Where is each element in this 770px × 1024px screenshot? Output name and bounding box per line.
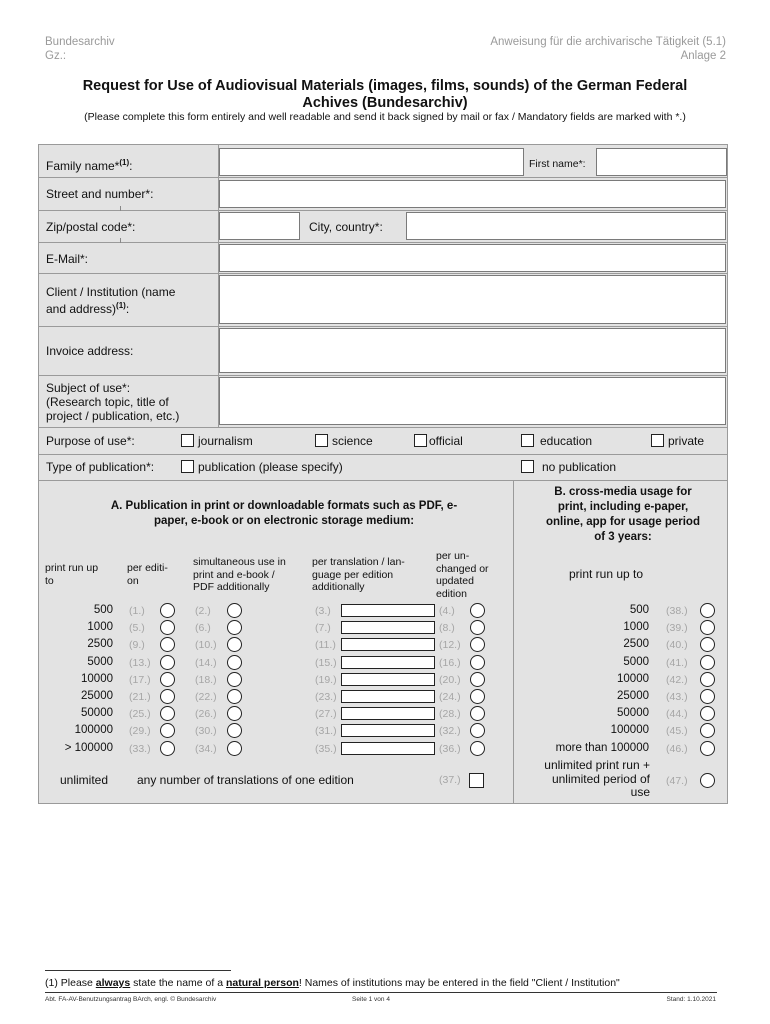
per-edition-radio[interactable] xyxy=(160,637,175,652)
simultaneous-radio[interactable] xyxy=(227,706,242,721)
option-number: (43.) xyxy=(666,691,688,703)
col-translation: per translation / lan- guage per edition additionally xyxy=(312,556,405,593)
option-number: (21.) xyxy=(129,691,151,703)
translation-input[interactable] xyxy=(341,604,435,617)
option-number: (18.) xyxy=(195,673,217,686)
col-print-run: print run up to xyxy=(45,562,99,587)
page-title: Request for Use of Audiovisual Materials (images, films, sounds) of the German Federal Achives (Bundesarchiv) xyxy=(82,78,688,111)
street-label: Street and number*: xyxy=(46,187,154,201)
simultaneous-radio[interactable] xyxy=(227,689,242,704)
header-annex: Anlage 2 xyxy=(680,50,726,62)
purpose-private-label: private xyxy=(668,434,705,448)
option-number: (46.) xyxy=(666,742,688,755)
option-number: (28.) xyxy=(439,708,461,721)
print-run-value: 50000 xyxy=(617,707,649,720)
unchanged-radio[interactable] xyxy=(470,741,485,756)
invoice-label: Invoice address: xyxy=(46,344,134,358)
translation-input[interactable] xyxy=(341,621,435,634)
option-number: (23.) xyxy=(315,691,337,703)
print-run-value: 2500 xyxy=(87,638,113,651)
option-number: (2.) xyxy=(195,605,211,617)
row-divider xyxy=(39,273,727,274)
footer-left: Abt. FA-AV-Benutzungsantrag BArch, engl. © Bundesarchiv xyxy=(45,996,217,1003)
option-number: (26.) xyxy=(195,708,217,721)
option-47-radio[interactable] xyxy=(700,773,715,788)
print-run-value: 500 xyxy=(93,604,113,616)
translation-input[interactable] xyxy=(341,724,435,737)
option-number: (11.) xyxy=(315,639,336,652)
cross-media-radio[interactable] xyxy=(700,706,715,721)
purpose-science-label: science xyxy=(332,434,373,448)
option-number: (6.) xyxy=(195,622,211,635)
option-number: (36.) xyxy=(439,742,461,755)
zip-label: Zip/postal code*: xyxy=(46,220,136,234)
purpose-label: Purpose of use*: xyxy=(46,434,135,448)
col-per-edition: per editi- on xyxy=(127,562,168,587)
translation-input[interactable] xyxy=(341,742,435,755)
print-run-value: 100000 xyxy=(74,724,113,737)
unchanged-radio[interactable] xyxy=(470,672,485,687)
unchanged-radio[interactable] xyxy=(470,706,485,721)
option-number: (38.) xyxy=(666,605,688,617)
option-number: (44.) xyxy=(666,708,688,721)
option-number: (4.) xyxy=(439,605,455,617)
translation-input[interactable] xyxy=(341,673,435,686)
family-name-input[interactable] xyxy=(219,148,524,176)
option-number: (19.) xyxy=(315,673,337,686)
option-number: (24.) xyxy=(439,691,461,703)
print-run-value: 5000 xyxy=(623,655,649,668)
option-number: (34.) xyxy=(195,742,217,755)
footnote-divider xyxy=(45,970,231,971)
subject-input[interactable] xyxy=(219,377,726,425)
city-input[interactable] xyxy=(406,212,726,240)
unchanged-radio[interactable] xyxy=(470,723,485,738)
header-right xyxy=(490,35,726,63)
purpose-science-checkbox[interactable] xyxy=(315,434,328,447)
row-divider xyxy=(39,375,727,376)
per-edition-radio[interactable] xyxy=(160,603,175,618)
header-org: Bundesarchiv xyxy=(45,36,115,48)
option-number: (5.) xyxy=(129,622,145,635)
option-number: (47.) xyxy=(666,775,688,787)
per-edition-radio[interactable] xyxy=(160,672,175,687)
row-divider xyxy=(39,454,727,455)
option-number: (40.) xyxy=(666,639,688,652)
page-subtitle: (Please complete this form entirely and well readable and send it back signed by mail or fax / Mandatory fields are marked with *.) xyxy=(84,111,686,123)
cross-media-radio[interactable] xyxy=(700,741,715,756)
print-run-value: 500 xyxy=(629,604,649,616)
purpose-private-checkbox[interactable] xyxy=(651,434,664,447)
translation-input[interactable] xyxy=(341,656,435,669)
option-number: (13.) xyxy=(129,656,151,669)
purpose-education-label: education xyxy=(540,434,593,448)
print-run-value: 1000 xyxy=(623,621,649,634)
option-number: (33.) xyxy=(129,742,151,755)
simultaneous-radio[interactable] xyxy=(227,620,242,635)
cross-media-radio[interactable] xyxy=(700,637,715,652)
simultaneous-radio[interactable] xyxy=(227,672,242,687)
unchanged-radio[interactable] xyxy=(470,620,485,635)
publication-type-label: Type of publication*: xyxy=(46,460,155,474)
print-run-value: 5000 xyxy=(87,655,113,668)
option-number: (29.) xyxy=(129,725,151,738)
unchanged-radio[interactable] xyxy=(470,603,485,618)
option-number: (7.) xyxy=(315,622,331,635)
option-number: (27.) xyxy=(315,708,337,721)
no-publication-label: no publication xyxy=(542,460,617,474)
option-number: (3.) xyxy=(315,605,331,617)
header-left xyxy=(45,35,115,63)
footnote: (1) Please always state the name of a natural person! Names of institutions may be entered in the field "Client / Institution" xyxy=(45,977,620,989)
option-number: (35.) xyxy=(315,742,337,755)
first-name-label: First name*: xyxy=(529,158,586,170)
email-label: E-Mail*: xyxy=(46,252,89,266)
client-input[interactable] xyxy=(219,275,726,324)
print-run-value: 1000 xyxy=(87,621,113,634)
row-divider xyxy=(39,242,727,243)
tick-mark xyxy=(120,206,121,211)
option-number: (9.) xyxy=(129,639,145,652)
print-run-value: > 100000 xyxy=(64,741,113,754)
purpose-education-checkbox[interactable] xyxy=(521,434,534,447)
print-run-value: 2500 xyxy=(623,638,649,651)
per-edition-radio[interactable] xyxy=(160,620,175,635)
option-number: (37.) xyxy=(439,774,461,786)
section-a-title: A. Publication in print or downloadable formats such as PDF, e- paper, e-book or on electronic storage medium: xyxy=(110,500,458,527)
option-number: (10.) xyxy=(195,639,217,652)
footer-page-number: Seite 1 von 4 xyxy=(352,996,390,1003)
section-b-col: print run up to xyxy=(569,567,644,581)
print-run-value: 10000 xyxy=(81,672,113,685)
print-run-value: 10000 xyxy=(617,672,649,685)
unchanged-radio[interactable] xyxy=(470,689,485,704)
unlimited-label: unlimited xyxy=(60,773,109,787)
option-number: (17.) xyxy=(129,673,151,686)
simultaneous-radio[interactable] xyxy=(227,637,242,652)
request-form xyxy=(38,144,728,804)
option-number: (14.) xyxy=(195,656,217,669)
row-divider xyxy=(39,326,727,327)
option-number: (30.) xyxy=(195,725,217,738)
row-divider xyxy=(39,210,727,211)
row-divider xyxy=(39,427,727,428)
simultaneous-radio[interactable] xyxy=(227,741,242,756)
zip-input[interactable] xyxy=(219,212,300,240)
subject-label: Subject of use*: (Research topic, title of project / publication, etc.) xyxy=(46,381,180,423)
first-name-input[interactable] xyxy=(596,148,727,176)
simultaneous-radio[interactable] xyxy=(227,655,242,670)
cross-media-radio[interactable] xyxy=(700,603,715,618)
row-divider xyxy=(39,480,727,481)
section-b-title: B. cross-media usage for print, including e-paper, online, app for usage period of 3 years: xyxy=(546,486,700,543)
purpose-journalism-checkbox[interactable] xyxy=(181,434,194,447)
footer-date: Stand: 1.10.2021 xyxy=(666,996,716,1003)
option-number: (25.) xyxy=(129,708,151,721)
option-number: (8.) xyxy=(439,622,455,635)
email-input[interactable] xyxy=(219,244,726,272)
print-run-value: 25000 xyxy=(617,690,649,702)
purpose-journalism-label: journalism xyxy=(198,434,253,448)
simultaneous-radio[interactable] xyxy=(227,603,242,618)
publication-specify-checkbox[interactable] xyxy=(181,460,194,473)
option-number: (41.) xyxy=(666,656,688,669)
option-number: (16.) xyxy=(439,656,461,669)
option-number: (32.) xyxy=(439,725,461,738)
header-instruction: Anweisung für die archivarische Tätigkeit (5.1) xyxy=(490,36,726,48)
option-number: (22.) xyxy=(195,691,217,703)
print-run-value: 50000 xyxy=(81,707,113,720)
client-label: Client / Institution (name and address)$^{(1)}$: xyxy=(46,285,176,316)
row-divider xyxy=(39,177,727,178)
cross-media-radio[interactable] xyxy=(700,655,715,670)
option-number: (1.) xyxy=(129,605,145,617)
option-number: (31.) xyxy=(315,725,337,738)
invoice-input[interactable] xyxy=(219,328,726,373)
translation-input[interactable] xyxy=(341,638,435,651)
publication-specify-label: publication (please specify) xyxy=(198,460,343,474)
per-edition-radio[interactable] xyxy=(160,723,175,738)
cross-media-radio[interactable] xyxy=(700,723,715,738)
option-number: (39.) xyxy=(666,622,688,635)
header-reference: Gz.: xyxy=(45,50,67,62)
option-number: (15.) xyxy=(315,656,337,669)
translation-input[interactable] xyxy=(341,690,435,703)
per-edition-radio[interactable] xyxy=(160,706,175,721)
footer-divider xyxy=(45,992,717,993)
print-run-value: 25000 xyxy=(81,690,113,702)
option-number: (12.) xyxy=(439,639,461,652)
cross-media-radio[interactable] xyxy=(700,689,715,704)
unchanged-radio[interactable] xyxy=(470,655,485,670)
street-input[interactable] xyxy=(219,180,726,208)
option-number: (45.) xyxy=(666,725,688,738)
city-label: City, country*: xyxy=(309,220,383,234)
cross-media-radio[interactable] xyxy=(700,672,715,687)
col-simultaneous: simultaneous use in print and e-book / PDF additionally xyxy=(193,556,286,593)
unlimited-b-label: unlimited print run + unlimited period of use xyxy=(544,758,650,799)
col-unchanged: per un- changed or updated edition xyxy=(436,550,489,600)
per-edition-radio[interactable] xyxy=(160,655,175,670)
section-divider xyxy=(513,480,514,804)
print-run-value: 100000 xyxy=(610,724,649,737)
purpose-official-checkbox[interactable] xyxy=(414,434,427,447)
print-run-value: more than 100000 xyxy=(555,741,649,754)
per-edition-radio[interactable] xyxy=(160,741,175,756)
tick-mark xyxy=(120,238,121,243)
no-publication-checkbox[interactable] xyxy=(521,460,534,473)
cross-media-radio[interactable] xyxy=(700,620,715,635)
family-name-label: Family name*$^{(1)}$: xyxy=(46,158,133,173)
per-edition-radio[interactable] xyxy=(160,689,175,704)
unchanged-radio[interactable] xyxy=(470,637,485,652)
purpose-official-label: official xyxy=(429,434,463,448)
any-translations-label: any number of translations of one edition xyxy=(137,773,354,787)
simultaneous-radio[interactable] xyxy=(227,723,242,738)
option-number: (20.) xyxy=(439,673,461,686)
option-37-checkbox[interactable] xyxy=(469,773,484,788)
translation-input[interactable] xyxy=(341,707,435,720)
option-number: (42.) xyxy=(666,673,688,686)
